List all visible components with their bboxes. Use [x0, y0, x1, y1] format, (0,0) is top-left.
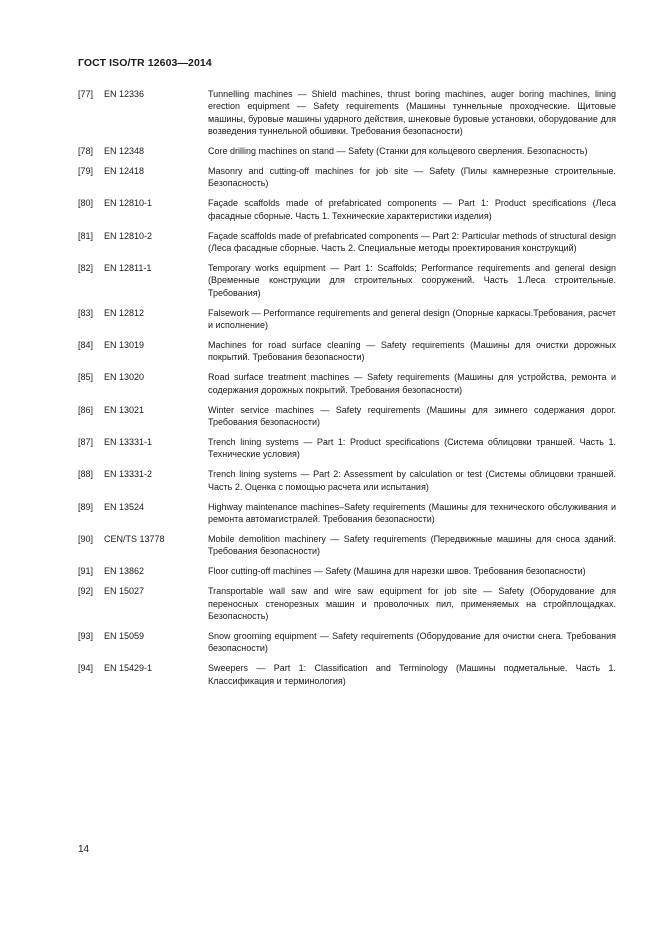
reference-number: [80]: [78, 198, 94, 209]
reference-code: EN 15429-1: [104, 663, 153, 674]
page-number: 14: [78, 844, 90, 855]
reference-entry: [78, 501, 616, 526]
reference-code: CEN/TS 13778: [104, 533, 165, 544]
reference-list: [78, 88, 616, 694]
reference-number: [89]: [78, 501, 94, 512]
reference-title: Highway maintenance machines–Safety requirements (Машины для технического обслуживания и ремонта автомагистралей. Требования безопасности): [208, 501, 616, 524]
reference-title: Façade scaffolds made of prefabricated components — Part 1: Product specifications (Леса фасадные сборные. Часть 1. Технические характеристики изделия): [208, 198, 616, 221]
reference-title: Trench lining systems — Part 1: Product specifications (Система облицовки траншей. Часть 1. Технические условия): [208, 436, 616, 460]
reference-title: Temporary works equipment — Part 1: Scaffolds; Performance requirements and general design (Временные конструкции для строительных сооружений. Часть 1.Леса строительные. Требования): [208, 262, 616, 298]
reference-title: Masonry and cutting-off machines for job site — Safety (Пилы камнерезные строительные. Безопасность): [208, 166, 616, 189]
reference-entry: [78, 262, 616, 299]
reference-code: EN 13331-2: [104, 469, 153, 480]
reference-entry: [78, 339, 616, 364]
reference-number: [87]: [78, 436, 94, 447]
reference-code: EN 13331-1: [104, 436, 153, 447]
reference-title: Snow grooming equipment — Safety requirements (Оборудование для очистки снега. Требования безопасности): [208, 630, 616, 654]
reference-number: [79]: [78, 166, 94, 177]
reference-title: Mobile demolition machinery — Safety requirements (Передвижные машины для сноса зданий. Требования безопасности): [208, 533, 616, 557]
reference-number: [85]: [78, 372, 94, 383]
reference-entry: [78, 585, 616, 622]
reference-number: [81]: [78, 230, 94, 241]
reference-entry: [78, 165, 616, 190]
reference-number: [86]: [78, 404, 94, 415]
reference-number: [92]: [78, 586, 94, 597]
reference-number: [82]: [78, 262, 94, 273]
reference-entry: [78, 145, 616, 157]
reference-code: EN 12336: [104, 89, 145, 99]
reference-entry: [78, 533, 616, 558]
reference-title: Façade scaffolds made of prefabricated components — Part 2: Particular methods of structural design (Леса фасадные сборные. Часть 2. Специальные методы проектирования конструкций): [208, 230, 616, 254]
reference-code: EN 12810-2: [104, 230, 153, 241]
reference-entry: [78, 565, 616, 577]
reference-code: EN 12810-1: [104, 198, 153, 209]
reference-code: EN 15059: [104, 630, 145, 641]
reference-code: EN 13524: [104, 501, 145, 512]
page-header: ГОСТ ISO/TR 12603—2014: [78, 57, 212, 69]
reference-title: Winter service machines — Safety requirements (Машины для зимнего содержания дорог. Требования безопасности): [208, 404, 616, 428]
reference-title: Sweepers — Part 1: Classification and Terminology (Машины подметальные. Часть 1. Классификация и терминология): [208, 663, 616, 686]
reference-entry: [78, 468, 616, 493]
reference-entry: [78, 662, 616, 687]
reference-code: EN 13019: [104, 340, 145, 350]
reference-entry: [78, 197, 616, 222]
reference-code: EN 13020: [104, 372, 145, 383]
reference-entry: [78, 404, 616, 429]
reference-code: EN 15027: [104, 586, 145, 597]
reference-code: EN 12418: [104, 166, 145, 177]
reference-entry: [78, 88, 616, 138]
reference-number: [84]: [78, 340, 94, 350]
reference-code: EN 13862: [104, 566, 145, 577]
reference-entry: [78, 630, 616, 655]
reference-title: Falsework — Performance requirements and general design (Опорные каркасы.Требования, расчет и исполнение): [208, 307, 616, 331]
reference-number: [78]: [78, 146, 94, 157]
reference-number: [77]: [78, 89, 94, 99]
reference-title: Floor cutting-off machines — Safety (Машина для нарезки швов. Требования безопасности): [208, 566, 586, 577]
reference-title: Machines for road surface cleaning — Safety requirements (Машины для очистки дорожных покрытий. Требования безопасности): [208, 340, 616, 363]
reference-number: [83]: [78, 307, 94, 318]
reference-title: Road surface treatment machines — Safety requirements (Машины для устройства, ремонта и содержания дорожных покрытий. Требования безопасности): [208, 372, 616, 395]
reference-title: Core drilling machines on stand — Safety (Станки для кольцевого сверления. Безопасность): [208, 146, 588, 157]
reference-title: Tunnelling machines — Shield machines, thrust boring machines, auger boring machines, lining erection equipment — Safety requirements (Машины туннельные проходческие. Щитовые машины, буровые машины ударного действия, шнековые буровые установки, оборудование для возведения туннельной обшивки. Требования безопасности): [208, 89, 616, 137]
reference-code: EN 12348: [104, 146, 145, 157]
reference-number: [90]: [78, 533, 94, 544]
reference-code: EN 12812: [104, 307, 145, 318]
reference-entry: [78, 436, 616, 461]
reference-entry: [78, 307, 616, 332]
reference-entry: [78, 230, 616, 255]
reference-number: [93]: [78, 630, 94, 641]
reference-number: [94]: [78, 663, 94, 674]
reference-entry: [78, 371, 616, 396]
reference-number: [91]: [78, 566, 94, 577]
reference-code: EN 12811-1: [104, 262, 152, 273]
reference-code: EN 13021: [104, 404, 145, 415]
reference-title: Trench lining systems — Part 2: Assessment by calculation or test (Системы облицовки траншей. Часть 2. Оценка с помощью расчета или испытания): [208, 469, 616, 492]
reference-title: Transportable wall saw and wire saw equipment for job site — Safety (Оборудование для переносных стенорезных машин и проволочных пил, применяемых на стройплощадках. Безопасность): [208, 586, 616, 621]
reference-number: [88]: [78, 469, 94, 480]
